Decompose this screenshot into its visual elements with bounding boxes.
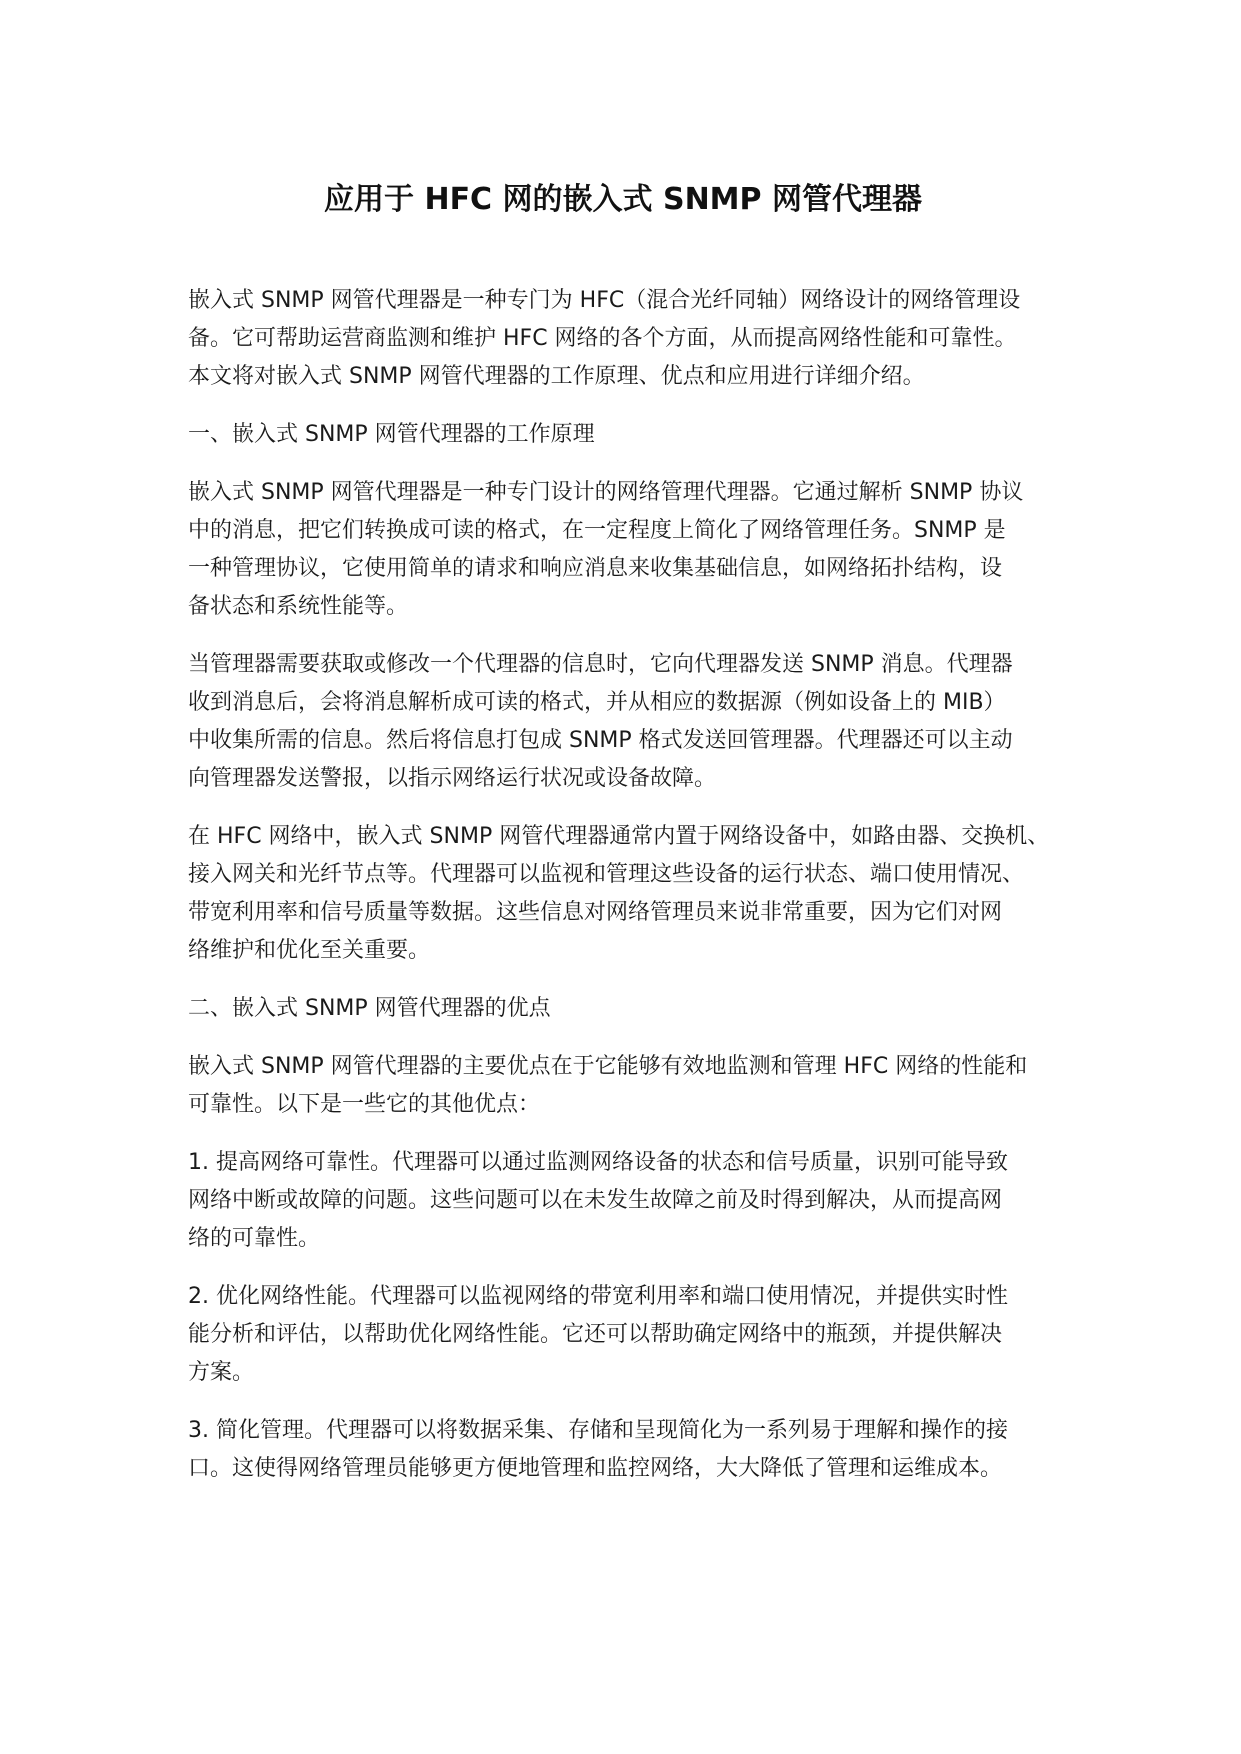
advantage-item-performance: 2. 优化网络性能。代理器可以监视网络的带宽利用率和端口使用情况，并提供实时性 能分析和评估，以帮助优化网络性能。它还可以帮助确定网络中的瓶颈，并提供解决 方案。 [188, 1284, 1008, 1385]
advantage-item-management: 3. 简化管理。代理器可以将数据采集、存储和呈现简化为一系列易于理解和操作的接 口。这使得网络管理员能够更方便地管理和监控网络，大大降低了管理和运维成本。 [188, 1418, 1008, 1481]
advantage-item-reliability: 1. 提高网络可靠性。代理器可以通过监测网络设备的状态和信号质量，识别可能导致 网络中断或故障的问题。这些问题可以在未发生故障之前及时得到解决，从而提高网 络的可靠性。 [188, 1150, 1008, 1251]
intro-paragraph: 嵌入式 SNMP 网管代理器是一种专门为 HFC（混合光纤同轴）网络设计的网络管理设 备。它可帮助运营商监测和维护 HFC 网络的各个方面，从而提高网络性能和可靠性。 本文将对嵌入式 SNMP 网管代理器的工作原理、优点和应用进行详细介绍。 [188, 288, 1021, 389]
document-title: 应用于 HFC 网的嵌入式 SNMP 网管代理器 [324, 182, 922, 217]
working-principle-paragraph-3: 在 HFC 网络中，嵌入式 SNMP 网管代理器通常内置于网络设备中，如路由器、交换机、 接入网关和光纤节点等。代理器可以监视和管理这些设备的运行状态、端口使用情况、 带宽利用率和信号质量等数据。这些信息对网络管理员来说非常重要，因为它们对网 络维护和优化至关重要。 [188, 824, 1050, 963]
working-principle-paragraph-1: 嵌入式 SNMP 网管代理器是一种专门设计的网络管理代理器。它通过解析 SNMP 协议 中的消息，把它们转换成可读的格式，在一定程度上简化了网络管理任务。SNMP 是 一种管理协议，它使用简单的请求和响应消息来收集基础信息，如网络拓扑结构，设 备状态和系统性能等。 [188, 480, 1024, 619]
section-heading-working-principle: 一、嵌入式 SNMP 网管代理器的工作原理 [188, 422, 595, 447]
working-principle-paragraph-2: 当管理器需要获取或修改一个代理器的信息时，它向代理器发送 SNMP 消息。代理器 收到消息后，会将消息解析成可读的格式，并从相应的数据源（例如设备上的 MIB） 中收集所需的信息。然后将信息打包成 SNMP 格式发送回管理器。代理器还可以主动 向管理器发送警报，以指示网络运行状况或设备故障。 [188, 652, 1013, 791]
advantages-intro-paragraph: 嵌入式 SNMP 网管代理器的主要优点在于它能够有效地监测和管理 HFC 网络的性能和 可靠性。以下是一些它的其他优点： [188, 1054, 1028, 1117]
document-body [188, 178, 1058, 1508]
section-heading-advantages: 二、嵌入式 SNMP 网管代理器的优点 [188, 996, 551, 1021]
